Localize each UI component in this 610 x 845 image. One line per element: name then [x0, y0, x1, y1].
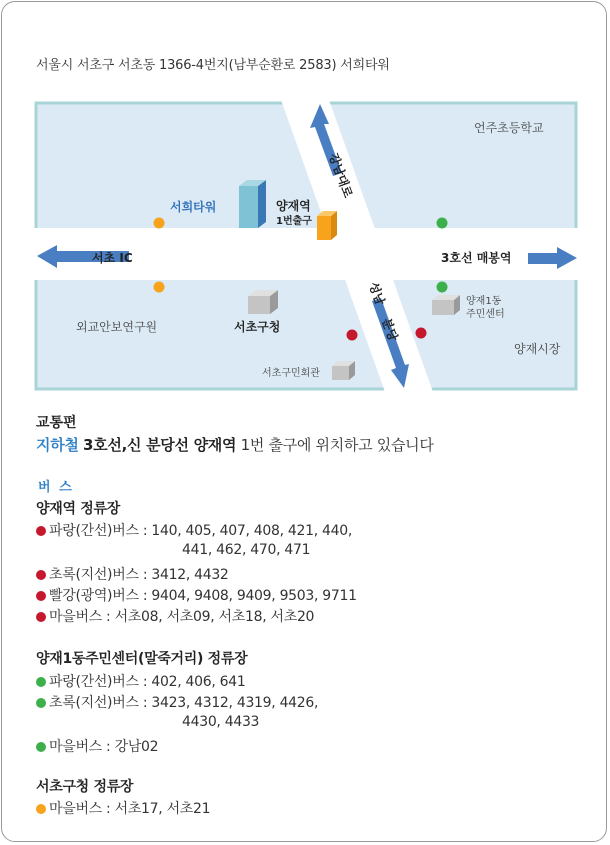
bus-stop-red-2	[416, 328, 427, 339]
diplomacy-label: 외교안보연구원	[76, 320, 158, 334]
road-label-gangnam: 강남대로	[326, 151, 356, 200]
subway-label: 지하철	[36, 436, 79, 454]
seocho-office-label: 서초구청	[234, 320, 281, 334]
bus-row: 파랑(간선)버스 : 140, 405, 407, 408, 421, 440,	[36, 520, 352, 540]
bus-dot-icon	[36, 804, 46, 814]
bus-stop-green-2	[437, 282, 448, 293]
bus-dot-icon	[36, 742, 46, 752]
stop-name: 양재역 정류장	[36, 501, 120, 517]
bus-row: 마을버스 : 서초08, 서초09, 서초18, 서초20	[36, 606, 314, 626]
seohee-tower-building	[239, 180, 266, 228]
bus-dot-icon	[36, 698, 46, 708]
location-map	[0, 0, 610, 400]
seocho-office-building	[248, 290, 278, 314]
address-text: 서울시 서초구 서초동 1366-4번지(남부순환로 2583) 서희타워	[36, 58, 390, 73]
bus-stop-orange-2	[154, 282, 165, 293]
road-label-bundang: 분당	[379, 316, 401, 343]
bus-dot-icon	[36, 591, 46, 601]
stop-name: 서초구청 정류장	[36, 779, 134, 795]
bus-row: 빨강(광역)버스 : 9404, 9408, 9409, 9503, 9711	[36, 585, 357, 605]
seocho-ic-label: 서초 IC	[92, 251, 133, 265]
bus-heading: 버 스	[38, 480, 74, 495]
exit1-building	[317, 211, 337, 240]
bus-row: 마을버스 : 서초17, 서초21	[36, 798, 210, 818]
bus-row-cont: 441, 462, 470, 471	[182, 542, 311, 558]
exit1-label: 1번출구	[276, 216, 312, 227]
maebong-label: 3호선 매봉역	[441, 251, 512, 265]
bus-row-cont: 4430, 4433	[182, 714, 260, 730]
bus-dot-icon	[36, 677, 46, 687]
yangjae-station-label: 양재역	[276, 199, 311, 213]
bus-stop-green-1	[437, 218, 448, 229]
stop-name: 양재1동주민센터(말죽거리) 정류장	[36, 651, 248, 667]
bus-row: 초록(지선)버스 : 3412, 4432	[36, 564, 229, 584]
road-label-seongnam: 성남	[366, 280, 388, 307]
bus-dot-icon	[36, 612, 46, 622]
bus-row: 초록(지선)버스 : 3423, 4312, 4319, 4426,	[36, 692, 318, 712]
bus-row: 마을버스 : 강남02	[36, 736, 158, 756]
yangjae1-center-building	[432, 295, 460, 315]
yangjae-market-label: 양재시장	[514, 342, 561, 356]
subway-info	[36, 434, 596, 455]
school-label: 언주초등학교	[474, 121, 544, 135]
bus-dot-icon	[36, 526, 46, 536]
yangjae1-label-2: 주민센터	[466, 309, 505, 320]
bus-row: 파랑(간선)버스 : 402, 406, 641	[36, 671, 245, 691]
bus-stop-red-1	[347, 330, 358, 341]
traffic-heading: 교통편	[36, 415, 77, 431]
seocho-hall-label: 서초구민회관	[262, 368, 320, 379]
bus-dot-icon	[36, 570, 46, 580]
subway-lines: 3호선,신 분당선 양재역	[83, 436, 237, 454]
seocho-hall-building	[332, 361, 355, 380]
yangjae1-label-1: 양재1동	[466, 296, 502, 307]
seohee-tower-label: 서희타워	[170, 200, 217, 214]
bus-stop-orange-1	[154, 218, 165, 229]
subway-rest: 1번 출구에 위치하고 있습니다	[236, 436, 434, 454]
